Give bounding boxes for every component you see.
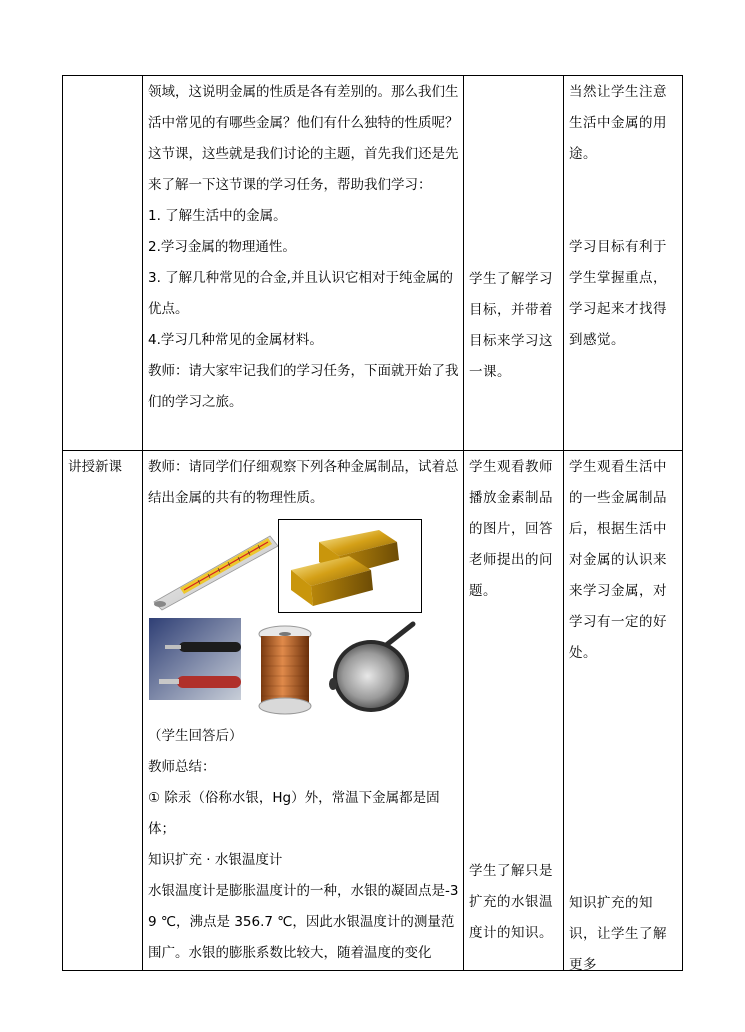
row1-objectives-text (148, 77, 460, 418)
row1-objective-2: 2.学习金属的物理通性。 (148, 239, 296, 255)
row1-objective-3: 3. 了解几种常见的合金,并且认识它相对于纯金属的优点。 (148, 270, 453, 317)
gold-bars-image (278, 519, 422, 613)
row2-intro-text: 教师：请同学们仔细观察下列各种金属制品，试着总结出金属的共有的物理性质。 (148, 459, 459, 506)
table-border-left (62, 75, 63, 971)
row1-objective-4: 4.学习几种常见的金属材料。 (148, 332, 323, 348)
table-col-divider-2 (463, 75, 464, 971)
row2-student-activity-a: 学生观看教师播放金素制品的图片，回答老师提出的问题。 (469, 459, 553, 599)
row1-objective-1: 1. 了解生活中的金属。 (148, 208, 287, 224)
row2-purpose-a: 学生观看生活中的一些金属制品后，根据生活中对金属的认识来来学习金属，对学习有一定的好处。 (569, 459, 667, 661)
teacher-summary-label: 教师总结： (148, 759, 216, 775)
table-border-row-divider (62, 450, 683, 451)
mercury-thermometer-text: 水银温度计是膨胀温度计的一种，水银的凝固点是-39 ℃，沸点是 356.7 ℃，因此水银温度计的测量范围广。水银的膨胀系数比较大，随着温度的变化 (148, 883, 459, 961)
knowledge-extension-title: 知识扩充 · 水银温度计 (148, 852, 283, 868)
iron-wok-image (327, 618, 419, 718)
summary-point-1: ① 除汞（俗称水银，Hg）外，常温下金属都是固体； (148, 790, 440, 837)
row1-teacher-note: 教师：请大家牢记我们的学习任务，下面就开始了我们的学习之旅。 (148, 363, 459, 410)
table-col-divider-1 (142, 75, 143, 971)
row1-purpose-a: 当然让学生注意生活中金属的用途。 (569, 84, 667, 162)
student-answer-note: （学生回答后） (148, 728, 243, 744)
row2-student-activity-b: 学生了解只是扩充的水银温度计的知识。 (469, 863, 553, 941)
thermometer-image (150, 522, 280, 612)
row2-purpose-b: 知识扩充的知识，让学生了解更多 (569, 895, 667, 973)
row1-student-activity: 学生了解学习目标，并带着目标来学习这一课。 (469, 271, 553, 380)
row1-purpose-b: 学习目标有利于学生掌握重点，学习起来才找得到感觉。 (569, 239, 667, 348)
copper-coil-image (241, 618, 327, 718)
table-border-right (682, 75, 683, 971)
row2-stage-label: 讲授新课 (68, 459, 122, 475)
table-col-divider-3 (563, 75, 564, 971)
electric-wires-image (149, 618, 241, 700)
row1-paragraph-intro: 领域，这说明金属的性质是各有差别的。那么我们生活中常见的有哪些金属？他们有什么独特的性质呢？这节课，这些就是我们讨论的主题，首先我们还是先来了解一下这节课的学习任务，帮助我们学习： (148, 84, 459, 193)
row2-summary-text (148, 721, 460, 969)
table-border-top (62, 75, 683, 76)
